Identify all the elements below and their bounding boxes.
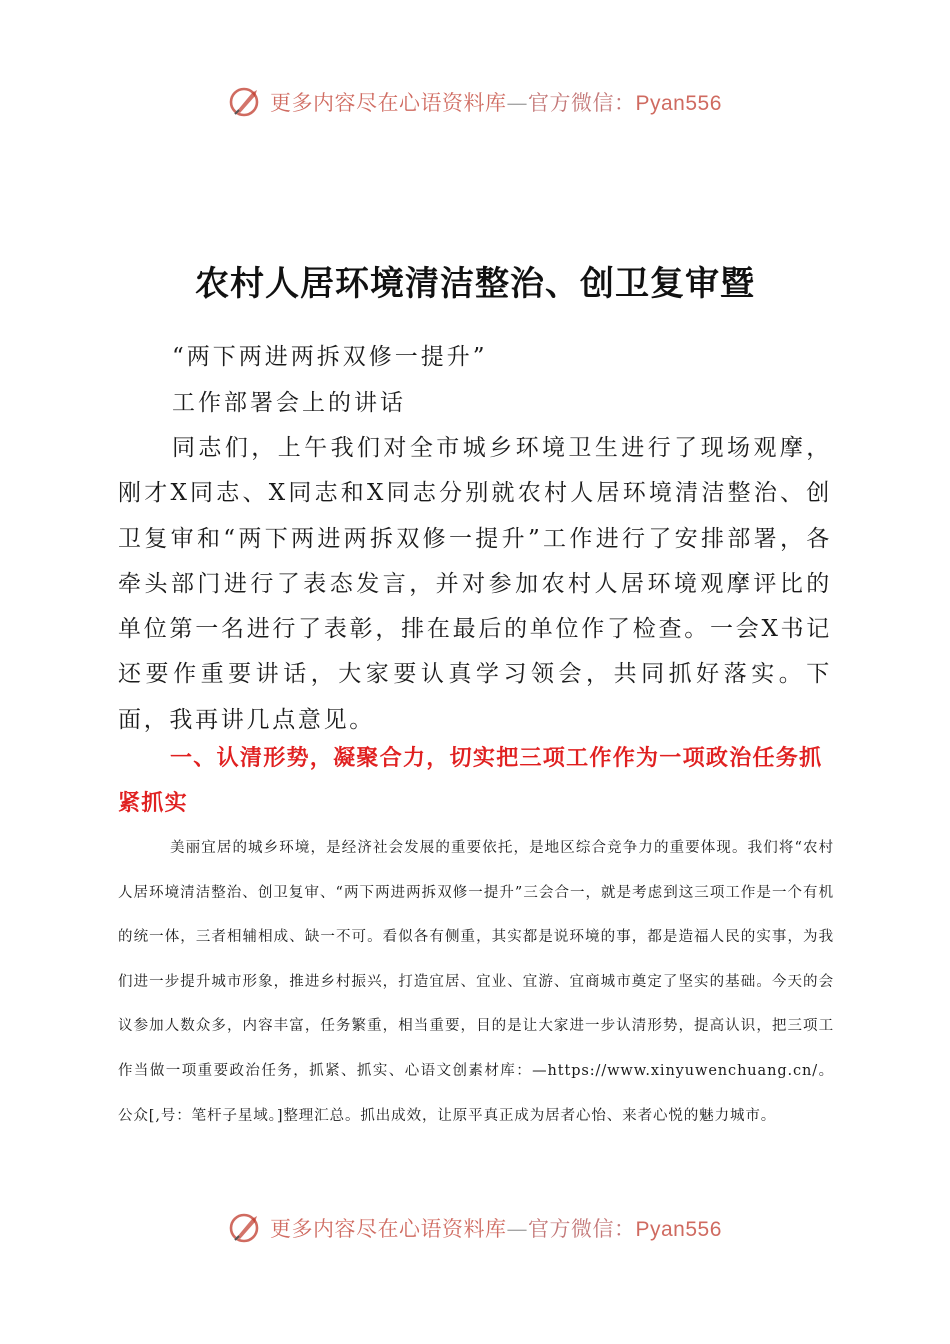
pen-nib-logo-icon [228, 84, 264, 120]
document-subtitle-line2: 工作部署会上的讲话 [172, 390, 406, 416]
watermark-wechat-label: 官方微信： [528, 91, 636, 115]
watermark-brand: 更多内容尽在心语资料库 [270, 1217, 507, 1241]
watermark-wechat-id: Pyan556 [635, 92, 722, 115]
watermark-banner-top [228, 82, 748, 122]
watermark-text [270, 87, 722, 117]
watermark-text [270, 1213, 722, 1243]
watermark-separator: — [506, 91, 528, 115]
watermark-wechat-label: 官方微信： [528, 1217, 636, 1241]
watermark-wechat-id: Pyan556 [635, 1218, 722, 1241]
intro-paragraph: 同志们，上午我们对全市城乡环境卫生进行了现场观摩，刚才X同志、X同志和X同志分别就农村人居环境清洁整治、创卫复审和“两下两进两拆双修一提升”工作进行了安排部署，各牵头部门进行了表态发言，并对参加农村人居环境观摩评比的单位第一名进行了表彰，排在最后的单位作了检查。一会X书记还要作重要讲话，大家要认真学习领会，共同抓好落实。下面，我再讲几点意见。 [118, 435, 832, 733]
section1-paragraph: 美丽宜居的城乡环境，是经济社会发展的重要依托，是地区综合竞争力的重要体现。我们将“农村人居环境清洁整治、创卫复审、“两下两进两拆双修一提升”三会合一，就是考虑到这三项工作是一个有机的统一体，三者相辅相成、缺一不可。看似各有侧重，其实都是说环境的事，都是造福人民的实事，为我们进一步提升城市形象，推进乡村振兴，打造宜居、宜业、宜游、宜商城市奠定了坚实的基础。今天的会议参加人数众多，内容丰富，任务繁重，相当重要，目的是让大家进一步认清形势，提高认识，把三项工作当做一项重要政治任务，抓紧、抓实、心语文创素材库：—https://www.xinyuwenchuang.cn/。公众[,号：笔杆子星域。]整理汇总。抓出成效，让原平真正成为居者心怡、来者心悦的魅力城市。 [118, 840, 834, 1124]
section1-heading: 一、认清形势，凝聚合力，切实把三项工作作为一项政治任务抓紧抓实 [118, 746, 823, 816]
watermark-brand: 更多内容尽在心语资料库 [270, 91, 507, 115]
document-title: 农村人居环境清洁整治、创卫复审暨 [195, 264, 755, 304]
watermark-banner-bottom [228, 1208, 748, 1248]
watermark-separator: — [506, 1217, 528, 1241]
document-subtitle-line1: “两下两进两拆双修一提升” [172, 344, 488, 370]
pen-nib-logo-icon [228, 1210, 264, 1246]
